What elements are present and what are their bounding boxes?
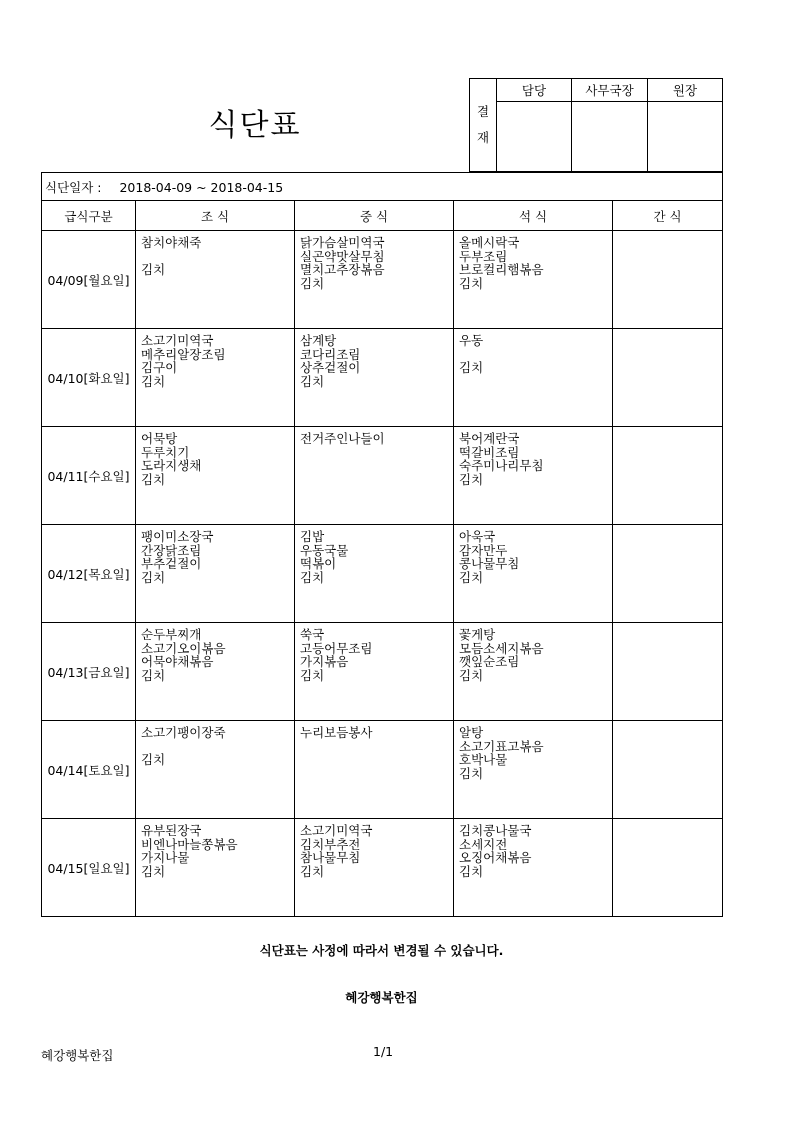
menu-item: 올메시락국 xyxy=(459,236,520,250)
menu-item: 도라지생채 xyxy=(141,459,202,473)
approval-sign-staff xyxy=(497,102,572,172)
menu-item: 전거주인나들이 xyxy=(300,432,385,446)
dinner-cell xyxy=(454,525,613,623)
dinner-cell xyxy=(454,231,613,329)
menu-item: 숙주미나리무침 xyxy=(459,459,544,473)
menu-item: 감자만두 xyxy=(459,543,508,557)
menu-item: 부추겉절이 xyxy=(141,557,202,571)
menu-item: 삼계탕 xyxy=(300,334,337,348)
header-dinner: 석 식 xyxy=(454,201,613,231)
approval-label xyxy=(470,79,497,172)
menu-item: 김치 xyxy=(141,864,166,878)
menu-day-row xyxy=(42,721,723,819)
breakfast-cell xyxy=(136,721,295,819)
menu-item: 떡볶이 xyxy=(300,557,337,571)
lunch-cell xyxy=(295,819,454,917)
menu-item: 소고기오이볶음 xyxy=(141,641,226,655)
menu-item: 김치 xyxy=(300,864,325,878)
header-snack: 간 식 xyxy=(613,201,723,231)
menu-item: 쑥국 xyxy=(300,628,325,642)
menu-item: 알탕 xyxy=(459,726,484,740)
menu-item: 김치콩나물국 xyxy=(459,824,532,838)
approval-sign-secretary xyxy=(572,102,648,172)
dinner-cell xyxy=(454,623,613,721)
day-label: 04/11[수요일] xyxy=(42,427,136,525)
menu-item: 북어계란국 xyxy=(459,432,520,446)
menu-item: 김치 xyxy=(141,374,166,388)
menu-item: 김치 xyxy=(459,472,484,486)
menu-item: 김밥 xyxy=(300,530,325,544)
menu-item: 김치 xyxy=(459,766,484,780)
lunch-cell xyxy=(295,721,454,819)
period-label: 식단일자 : xyxy=(45,179,102,195)
menu-item: 브로컬리햄볶음 xyxy=(459,263,544,277)
menu-item: 두루치기 xyxy=(141,445,190,459)
menu-item: 간장닭조림 xyxy=(141,543,202,557)
menu-day-row xyxy=(42,329,723,427)
menu-day-row xyxy=(42,623,723,721)
menu-item: 콩나물무침 xyxy=(459,557,520,571)
menu-item: 닭가슴살미역국 xyxy=(300,236,385,250)
menu-item: 가지볶음 xyxy=(300,655,349,669)
menu-item: 김치 xyxy=(459,570,484,584)
menu-item: 우동 xyxy=(459,334,484,348)
menu-item: 가지나물 xyxy=(141,851,190,865)
menu-item: 호박나물 xyxy=(459,753,508,767)
day-label: 04/15[일요일] xyxy=(42,819,136,917)
header-category: 급식구분 xyxy=(42,201,136,231)
menu-item: 우동국물 xyxy=(300,543,349,557)
dinner-cell xyxy=(454,329,613,427)
dinner-cell xyxy=(454,721,613,819)
menu-item: 김치 xyxy=(459,668,484,682)
header-breakfast: 조 식 xyxy=(136,201,295,231)
lunch-cell xyxy=(295,427,454,525)
menu-item: 참나물무침 xyxy=(300,851,361,865)
menu-item: 김치 xyxy=(300,668,325,682)
day-label: 04/14[토요일] xyxy=(42,721,136,819)
period-row xyxy=(42,173,723,201)
menu-item: 참치야채죽 xyxy=(141,236,202,250)
menu-table xyxy=(41,172,723,917)
breakfast-cell xyxy=(136,231,295,329)
menu-item: 어묵탕 xyxy=(141,432,178,446)
approval-role-director: 원장 xyxy=(648,79,723,102)
snack-cell xyxy=(613,623,723,721)
menu-item: 김치 xyxy=(459,361,484,375)
menu-item: 모듬소세지볶음 xyxy=(459,641,544,655)
menu-item: 아욱국 xyxy=(459,530,496,544)
day-label: 04/12[목요일] xyxy=(42,525,136,623)
menu-item: 누리보듬봉사 xyxy=(300,726,373,740)
menu-item: 꽃게탕 xyxy=(459,628,496,642)
menu-item: 김구이 xyxy=(141,361,178,375)
menu-day-row xyxy=(42,819,723,917)
approval-sign-director xyxy=(648,102,723,172)
header-lunch: 중 식 xyxy=(295,201,454,231)
menu-item: 소고기팽이장죽 xyxy=(141,726,226,740)
menu-item: 두부조림 xyxy=(459,249,508,263)
page-number: 1/1 xyxy=(373,1044,394,1059)
lunch-cell xyxy=(295,231,454,329)
snack-cell xyxy=(613,721,723,819)
menu-item: 김치 xyxy=(459,864,484,878)
menu-item: 유부된장국 xyxy=(141,824,202,838)
footer-organization: 혜강행복한집 xyxy=(41,1048,114,1063)
lunch-cell xyxy=(295,623,454,721)
breakfast-cell xyxy=(136,623,295,721)
menu-item: 김치 xyxy=(459,276,484,290)
menu-item: 코다리조림 xyxy=(300,347,361,361)
page-title: 식단표 xyxy=(208,108,302,143)
approval-label-bottom: 재 xyxy=(476,130,490,145)
menu-item: 소세지전 xyxy=(459,837,508,851)
menu-day-row xyxy=(42,231,723,329)
dinner-cell xyxy=(454,819,613,917)
menu-item: 멸치고추장볶음 xyxy=(300,263,385,277)
day-label: 04/10[화요일] xyxy=(42,329,136,427)
snack-cell xyxy=(613,427,723,525)
dinner-cell xyxy=(454,427,613,525)
menu-item: 소고기미역국 xyxy=(300,824,373,838)
menu-day-row xyxy=(42,525,723,623)
breakfast-cell xyxy=(136,427,295,525)
menu-item: 소고기표고볶음 xyxy=(459,739,544,753)
approval-role-secretary: 사무국장 xyxy=(572,79,648,102)
menu-item: 깻잎순조림 xyxy=(459,655,520,669)
menu-item: 고등어무조림 xyxy=(300,641,373,655)
approval-label-top: 결 xyxy=(476,104,490,119)
menu-item: 팽이미소장국 xyxy=(141,530,214,544)
breakfast-cell xyxy=(136,525,295,623)
day-label: 04/13[금요일] xyxy=(42,623,136,721)
menu-item: 실곤약맛살무침 xyxy=(300,249,385,263)
lunch-cell xyxy=(295,525,454,623)
snack-cell xyxy=(613,819,723,917)
menu-item: 소고기미역국 xyxy=(141,334,214,348)
breakfast-cell xyxy=(136,329,295,427)
menu-item: 비엔나마늘쫑볶음 xyxy=(141,837,238,851)
menu-item: 김치 xyxy=(141,570,166,584)
change-notice: 식단표는 사정에 따라서 변경될 수 있습니다. xyxy=(259,943,504,958)
menu-item: 순두부찌개 xyxy=(141,628,202,642)
breakfast-cell xyxy=(136,819,295,917)
approval-role-staff: 담당 xyxy=(497,79,572,102)
menu-item: 김치 xyxy=(141,263,166,277)
menu-item: 김치 xyxy=(300,570,325,584)
menu-item: 김치 xyxy=(141,668,166,682)
snack-cell xyxy=(613,329,723,427)
menu-item: 김치 xyxy=(141,753,166,767)
lunch-cell xyxy=(295,329,454,427)
menu-item: 오징어채볶음 xyxy=(459,851,532,865)
period-value: 2018-04-09 ~ 2018-04-15 xyxy=(119,179,284,195)
menu-item: 메추리알장조림 xyxy=(141,347,226,361)
approval-box xyxy=(469,78,723,172)
day-label: 04/09[월요일] xyxy=(42,231,136,329)
menu-item: 김치 xyxy=(300,374,325,388)
snack-cell xyxy=(613,231,723,329)
menu-item: 어묵야채볶음 xyxy=(141,655,214,669)
snack-cell xyxy=(613,525,723,623)
menu-item: 상추겉절이 xyxy=(300,361,361,375)
menu-day-row xyxy=(42,427,723,525)
menu-item: 떡갈비조림 xyxy=(459,445,520,459)
menu-item: 김치 xyxy=(141,472,166,486)
menu-item: 김치 xyxy=(300,276,325,290)
organization-name: 혜강행복한집 xyxy=(345,990,418,1005)
menu-item: 김치부추전 xyxy=(300,837,361,851)
